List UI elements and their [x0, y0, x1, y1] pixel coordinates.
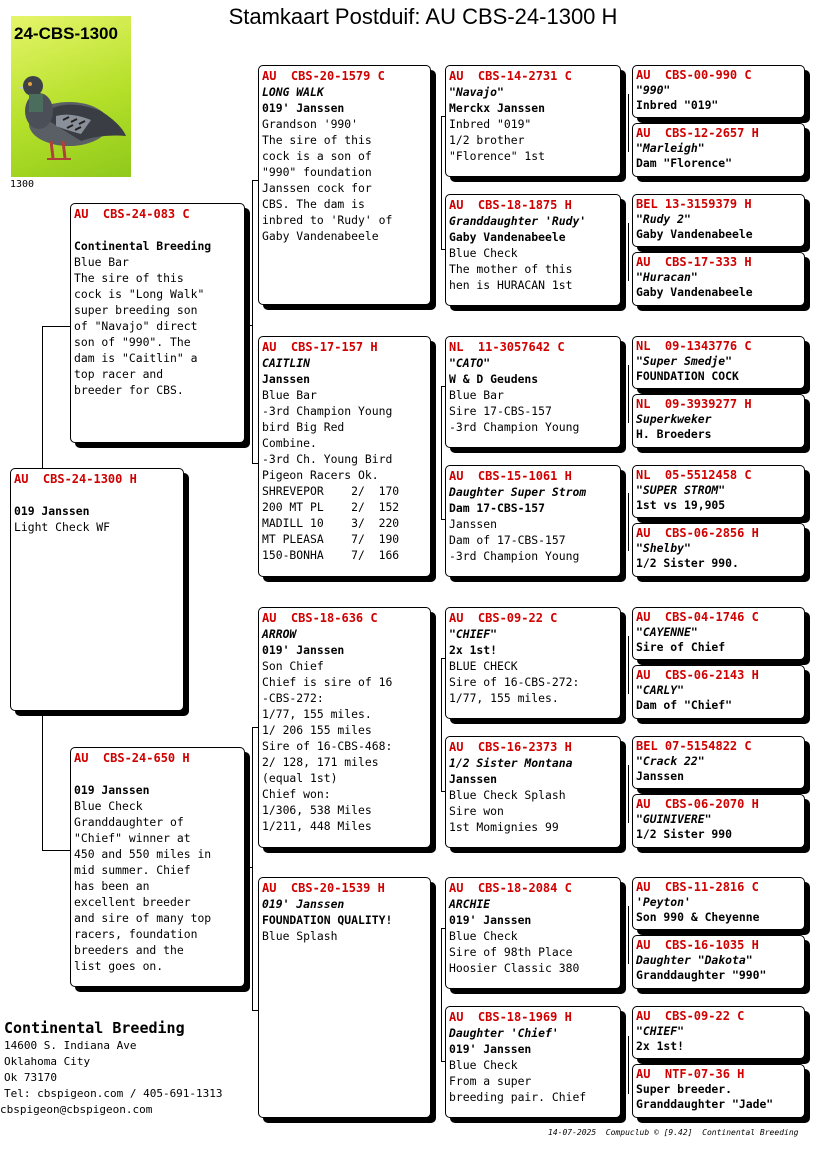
pedigree-line: "Chief" winner at — [74, 831, 191, 845]
pedigree-line — [14, 487, 180, 503]
pedigree-line: The sire of this — [262, 133, 372, 147]
pedigree-line: Blue Check — [74, 799, 143, 813]
ring-number: AU CBS-24-1300 H — [14, 472, 137, 486]
connector-line — [42, 326, 43, 468]
pedigree-line: racers, foundation — [74, 927, 198, 941]
pigeon-card-dd-dam[interactable] — [445, 1006, 621, 1118]
ring-number: AU CBS-18-636 C — [262, 611, 378, 625]
pigeon-card-ss-sire[interactable] — [445, 65, 621, 177]
pedigree-line: MT PLEASA 7/ 190 — [262, 532, 400, 546]
pedigree-line: top racer and — [74, 367, 164, 381]
pedigree-line: breeder for CBS. — [74, 383, 184, 397]
pigeon-card-dam-dam[interactable] — [258, 877, 431, 1118]
pedigree-line: -CBS-272: — [262, 691, 324, 705]
pedigree-line: Continental Breeding — [74, 239, 212, 253]
pedigree-line: LONG WALK — [262, 85, 324, 99]
pedigree-line: excellent breeder — [74, 895, 191, 909]
pigeon-card-gen4[interactable] — [632, 935, 805, 989]
pigeon-card-dam-sire[interactable] — [258, 607, 431, 848]
pigeon-card-ds-sire[interactable] — [445, 607, 621, 719]
pedigree-line: 1/77, 155 miles. — [449, 691, 559, 705]
pedigree-line: 150-BONHA 7/ 166 — [262, 548, 400, 562]
pedigree-line: hen is HURACAN 1st — [449, 278, 573, 292]
ring-number: AU NTF-07-36 H — [636, 1067, 745, 1081]
pedigree-line: Daughter "Dakota" — [636, 953, 753, 967]
pedigree-line: Inbred "019" — [636, 98, 719, 112]
pigeon-card-ss-dam[interactable] — [445, 194, 621, 306]
pedigree-line: Merckx Janssen — [449, 101, 546, 115]
pedigree-line: son of "990". The — [74, 335, 191, 349]
page-title: Stamkaart Postduif: AU CBS-24-1300 H — [228, 4, 618, 29]
pedigree-line: and sire of many top — [74, 911, 212, 925]
connector-line — [441, 928, 442, 1061]
pedigree-line: "Huracan" — [636, 270, 698, 284]
pedigree-line: Dam "Florence" — [636, 156, 733, 170]
pigeon-card-gen4[interactable] — [632, 736, 805, 789]
pedigree-line: Super breeder. — [636, 1082, 733, 1096]
ring-number: AU CBS-09-22 C — [449, 611, 558, 625]
pedigree-line: "Crack 22" — [636, 754, 705, 768]
pedigree-line: Chief is sire of 16 — [262, 675, 393, 689]
pedigree-line: "CARLY" — [636, 683, 685, 697]
pedigree-line: H. Broeders — [636, 427, 712, 441]
pigeon-card-subject[interactable] — [10, 468, 184, 711]
pedigree-line: 019' Janssen — [262, 643, 345, 657]
pedigree-line: "CHIEF" — [449, 627, 498, 641]
ring-number: AU CBS-16-1035 H — [636, 938, 759, 952]
pedigree-line: Hoosier Classic 380 — [449, 961, 580, 975]
ring-number: AU CBS-12-2657 H — [636, 126, 759, 140]
pigeon-card-dd-sire[interactable] — [445, 877, 621, 989]
pedigree-line: 019' Janssen — [262, 101, 345, 115]
pedigree-line: "Marleigh" — [636, 141, 705, 155]
ring-number: NL 09-3939277 H — [636, 397, 752, 411]
pedigree-line: has been an — [74, 879, 150, 893]
pedigree-line: "CAYENNE" — [636, 625, 698, 639]
pedigree-line: breeding pair. Chief — [449, 1090, 587, 1104]
pedigree-line: -3rd Ch. Young Bird — [262, 452, 393, 466]
pedigree-line: Janssen — [636, 769, 685, 783]
breeder-contact[interactable]: Tel: cbspigeon.com / 405-691-1313 — [4, 1087, 223, 1100]
connector-line — [628, 636, 629, 694]
pedigree-line: 'Peyton' — [636, 895, 691, 909]
pigeon-card-gen4[interactable] — [632, 252, 805, 306]
pedigree-line: Gaby Vandenabeele — [636, 227, 753, 241]
pedigree-line: Inbred "019" — [449, 117, 532, 131]
pedigree-line: dam is "Caitlin" a — [74, 351, 198, 365]
pigeon-card-gen4[interactable] — [632, 877, 805, 930]
pedigree-line: From a super — [449, 1074, 532, 1088]
breeder-address-line: Ok 73170 — [4, 1071, 57, 1084]
pedigree-line: Blue Check — [449, 246, 518, 260]
pigeon-card-gen4[interactable] — [632, 336, 805, 389]
pedigree-line: 1/2 Sister 990. — [636, 556, 739, 570]
pedigree-line: 2x 1st! — [636, 1039, 685, 1053]
pedigree-line: Superkweker — [636, 412, 712, 426]
ring-number: AU CBS-06-2143 H — [636, 668, 759, 682]
pedigree-line: "Rudy 2" — [636, 212, 691, 226]
pedigree-line: FOUNDATION QUALITY! — [262, 913, 393, 927]
pedigree-line — [74, 766, 241, 782]
pedigree-line: Sire of 98th Place — [449, 945, 573, 959]
pigeon-card-ds-dam[interactable] — [445, 736, 621, 848]
breeder-address-line: Oklahoma City — [4, 1055, 91, 1068]
pedigree-line: W & D Geudens — [449, 372, 539, 386]
ring-number: AU CBS-20-1539 H — [262, 881, 385, 895]
pedigree-line: Blue Splash — [262, 929, 338, 943]
pedigree-line: Son Chief — [262, 659, 324, 673]
pigeon-card-gen4[interactable] — [632, 123, 805, 177]
ring-number: AU CBS-24-650 H — [74, 751, 190, 765]
ring-number: AU CBS-04-1746 C — [636, 610, 759, 624]
pedigree-line: "GUINIVERE" — [636, 812, 712, 826]
pedigree-line: Blue Bar — [262, 388, 317, 402]
pedigree-line: 1/2 Sister Montana — [449, 756, 573, 770]
connector-line — [441, 116, 442, 249]
pedigree-line: Daughter Super Strom — [449, 485, 587, 499]
pedigree-line: 019' Janssen — [449, 1042, 532, 1056]
pigeon-card-gen4[interactable] — [632, 607, 805, 660]
ring-number: BEL 07-5154822 C — [636, 739, 752, 753]
connector-line — [252, 727, 253, 1010]
pedigree-line: 1st vs 19,905 — [636, 498, 726, 512]
photo-label: 24-CBS-1300 — [14, 24, 118, 43]
footer-text: 14-07-2025 Compuclub © [9.42] Continental Breeding — [548, 1128, 799, 1137]
pedigree-line: "990" foundation — [262, 165, 372, 179]
pedigree-line: CBS. The dam is — [262, 197, 365, 211]
pigeon-card-sd-dam[interactable] — [445, 465, 621, 577]
pedigree-line: 1/211, 448 Miles — [262, 819, 372, 833]
pedigree-line: 019' Janssen — [262, 897, 345, 911]
pedigree-line: Daughter 'Chief' — [449, 1026, 559, 1040]
connector-line — [628, 223, 629, 281]
pedigree-line: 2x 1st! — [449, 643, 498, 657]
pigeon-card-gen4[interactable] — [632, 1006, 805, 1059]
pedigree-line: Pigeon Racers Ok. — [262, 468, 379, 482]
pedigree-line: Dam of "Chief" — [636, 698, 733, 712]
connector-line — [441, 386, 442, 519]
pedigree-line: Janssen — [449, 517, 498, 531]
pedigree-line: super breeding son — [74, 303, 198, 317]
ring-number: AU CBS-17-157 H — [262, 340, 378, 354]
pedigree-line: breeders and the — [74, 943, 184, 957]
pedigree-line: "Navajo" — [449, 85, 504, 99]
photo-caption: 1300 — [10, 179, 35, 190]
pedigree-line: 019 Janssen — [14, 504, 90, 518]
pedigree-line: Blue Bar — [449, 388, 504, 402]
ring-number: AU CBS-18-1969 H — [449, 1010, 572, 1024]
pedigree-line: 2/ 128, 171 miles — [262, 755, 379, 769]
ring-number: AU CBS-20-1579 C — [262, 69, 385, 83]
pedigree-line: ARROW — [262, 627, 297, 641]
pedigree-line: 1/2 brother — [449, 133, 525, 147]
pedigree-line: Janssen — [262, 372, 311, 386]
pedigree-line: Blue Bar — [74, 255, 129, 269]
pedigree-line: Grandson '990' — [262, 117, 359, 131]
pedigree-line: "990" — [636, 83, 671, 97]
ring-number: AU CBS-15-1061 H — [449, 469, 572, 483]
pigeon-card-gen4[interactable] — [632, 194, 805, 247]
pigeon-card-gen4[interactable] — [632, 794, 805, 848]
pedigree-line: FOUNDATION COCK — [636, 369, 739, 383]
pedigree-line: 1/77, 155 miles. — [262, 707, 372, 721]
pedigree-line: Gaby Vandenabeele — [636, 285, 753, 299]
connector-line — [245, 867, 252, 868]
ring-number: NL 09-1343776 C — [636, 339, 752, 353]
pedigree-line: 200 MT PL 2/ 152 — [262, 500, 400, 514]
pedigree-line: 1/2 Sister 990 — [636, 827, 733, 841]
pedigree-line: list goes on. — [74, 959, 164, 973]
pigeon-card-gen4[interactable] — [632, 665, 805, 719]
pedigree-line: cock is "Long Walk" — [74, 287, 205, 301]
pigeon-card-sire[interactable] — [70, 203, 245, 443]
pigeon-card-gen4[interactable] — [632, 523, 805, 577]
pigeon-card-dam[interactable] — [70, 747, 245, 987]
connector-line — [42, 326, 70, 327]
pedigree-line: cock is a son of — [262, 149, 372, 163]
ring-number: AU CBS-17-333 H — [636, 255, 752, 269]
pedigree-line: of "Navajo" direct — [74, 319, 198, 333]
pedigree-line: Sire won — [449, 804, 504, 818]
pedigree-line: 450 and 550 miles in — [74, 847, 212, 861]
pedigree-line: -3rd Champion Young — [449, 549, 580, 563]
pedigree-line: The sire of this — [74, 271, 184, 285]
ring-number: AU CBS-06-2856 H — [636, 526, 759, 540]
pedigree-line: -3rd Champion Young — [449, 420, 580, 434]
pedigree-line: Granddaughter of — [74, 815, 184, 829]
connector-line — [42, 712, 43, 850]
pigeon-card-sire-dam[interactable] — [258, 336, 431, 577]
ring-number: AU CBS-11-2816 C — [636, 880, 759, 894]
pigeon-card-gen4[interactable] — [632, 394, 805, 448]
pedigree-line: mid summer. Chief — [74, 863, 191, 877]
connector-line — [628, 1036, 629, 1094]
pedigree-line: Dam of 17-CBS-157 — [449, 533, 566, 547]
pedigree-line: "Shelby" — [636, 541, 691, 555]
connector-line — [42, 850, 70, 851]
connector-line — [628, 765, 629, 823]
pedigree-line: Granddaughter "Jade" — [636, 1097, 774, 1111]
breeder-email[interactable]: cbspigeon@cbspigeon.com — [0, 1103, 153, 1116]
connector-line — [245, 325, 252, 326]
connector-line — [628, 365, 629, 423]
pedigree-line: Sire of 16-CBS-468: — [262, 739, 393, 753]
ring-number: AU CBS-16-2373 H — [449, 740, 572, 754]
pedigree-line: Light Check WF — [14, 520, 111, 534]
pigeon-card-gen4[interactable] — [632, 465, 805, 518]
connector-line — [441, 658, 442, 791]
pigeon-card-sire-sire[interactable] — [258, 65, 431, 305]
pedigree-line: Gaby Vandenabeele — [449, 230, 566, 244]
pedigree-line: CAITLIN — [262, 356, 311, 370]
pedigree-line: "SUPER STROM" — [636, 483, 726, 497]
pedigree-line: Sire of Chief — [636, 640, 726, 654]
breeder-address-line: 14600 S. Indiana Ave — [4, 1039, 137, 1052]
pigeon-photo — [11, 16, 131, 177]
pedigree-line: 019' Janssen — [449, 913, 532, 927]
ring-number: BEL 13-3159379 H — [636, 197, 752, 211]
pedigree-line: Blue Check — [449, 1058, 518, 1072]
pedigree-line: 019 Janssen — [74, 783, 150, 797]
pedigree-line: "CATO" — [449, 356, 491, 370]
pedigree-line — [74, 222, 241, 238]
ring-number: AU CBS-06-2070 H — [636, 797, 759, 811]
pigeon-card-gen4[interactable] — [632, 1064, 805, 1118]
pedigree-line: Janssen — [449, 772, 498, 786]
ring-number: NL 11-3057642 C — [449, 340, 565, 354]
pedigree-line: Sire 17-CBS-157 — [449, 404, 552, 418]
connector-line — [628, 94, 629, 152]
breeder-info — [0, 1018, 223, 1118]
pedigree-line: 1/ 206 155 miles — [262, 723, 372, 737]
ring-number: AU CBS-24-083 C — [74, 207, 190, 221]
pedigree-line: The mother of this — [449, 262, 573, 276]
ring-number: NL 05-5512458 C — [636, 468, 752, 482]
pedigree-line: Blue Check — [449, 929, 518, 943]
ring-number: AU CBS-18-1875 H — [449, 198, 572, 212]
pedigree-line: Janssen cock for — [262, 181, 372, 195]
pedigree-line: "CHIEF" — [636, 1024, 685, 1038]
pedigree-line: Chief won: — [262, 787, 331, 801]
pedigree-line: inbred to 'Rudy' of — [262, 213, 393, 227]
pedigree-line: Gaby Vandenabeele — [262, 229, 379, 243]
pedigree-line: SHREVEPOR 2/ 170 — [262, 484, 400, 498]
pedigree-line: 1/306, 538 Miles — [262, 803, 372, 817]
pedigree-line: Combine. — [262, 436, 317, 450]
connector-line — [628, 493, 629, 551]
pedigree-line: (equal 1st) — [262, 771, 338, 785]
pedigree-line: Blue Check Splash — [449, 788, 566, 802]
pedigree-line: -3rd Champion Young — [262, 404, 393, 418]
ring-number: AU CBS-09-22 C — [636, 1009, 745, 1023]
ring-number: AU CBS-00-990 C — [636, 68, 752, 82]
pedigree-line: Son 990 & Cheyenne — [636, 910, 760, 924]
pedigree-line: MADILL 10 3/ 220 — [262, 516, 400, 530]
breeder-name: Continental Breeding — [4, 1019, 185, 1037]
pedigree-line: "Super Smedje" — [636, 354, 733, 368]
ring-number: AU CBS-18-2084 C — [449, 881, 572, 895]
pedigree-line: bird Big Red — [262, 420, 345, 434]
pedigree-line: Granddaughter 'Rudy' — [449, 214, 587, 228]
pedigree-line: 1st Momignies 99 — [449, 820, 559, 834]
pigeon-card-gen4[interactable] — [632, 65, 805, 118]
pigeon-card-sd-sire[interactable] — [445, 336, 621, 448]
pedigree-line: Granddaughter "990" — [636, 968, 767, 982]
pedigree-line: Dam 17-CBS-157 — [449, 501, 546, 515]
connector-line — [252, 180, 253, 463]
ring-number: AU CBS-14-2731 C — [449, 69, 572, 83]
pedigree-line: "Florence" 1st — [449, 149, 546, 163]
pedigree-line: Sire of 16-CBS-272: — [449, 675, 580, 689]
pedigree-line: ARCHIE — [449, 897, 491, 911]
connector-line — [628, 906, 629, 964]
pedigree-line: BLUE CHECK — [449, 659, 518, 673]
